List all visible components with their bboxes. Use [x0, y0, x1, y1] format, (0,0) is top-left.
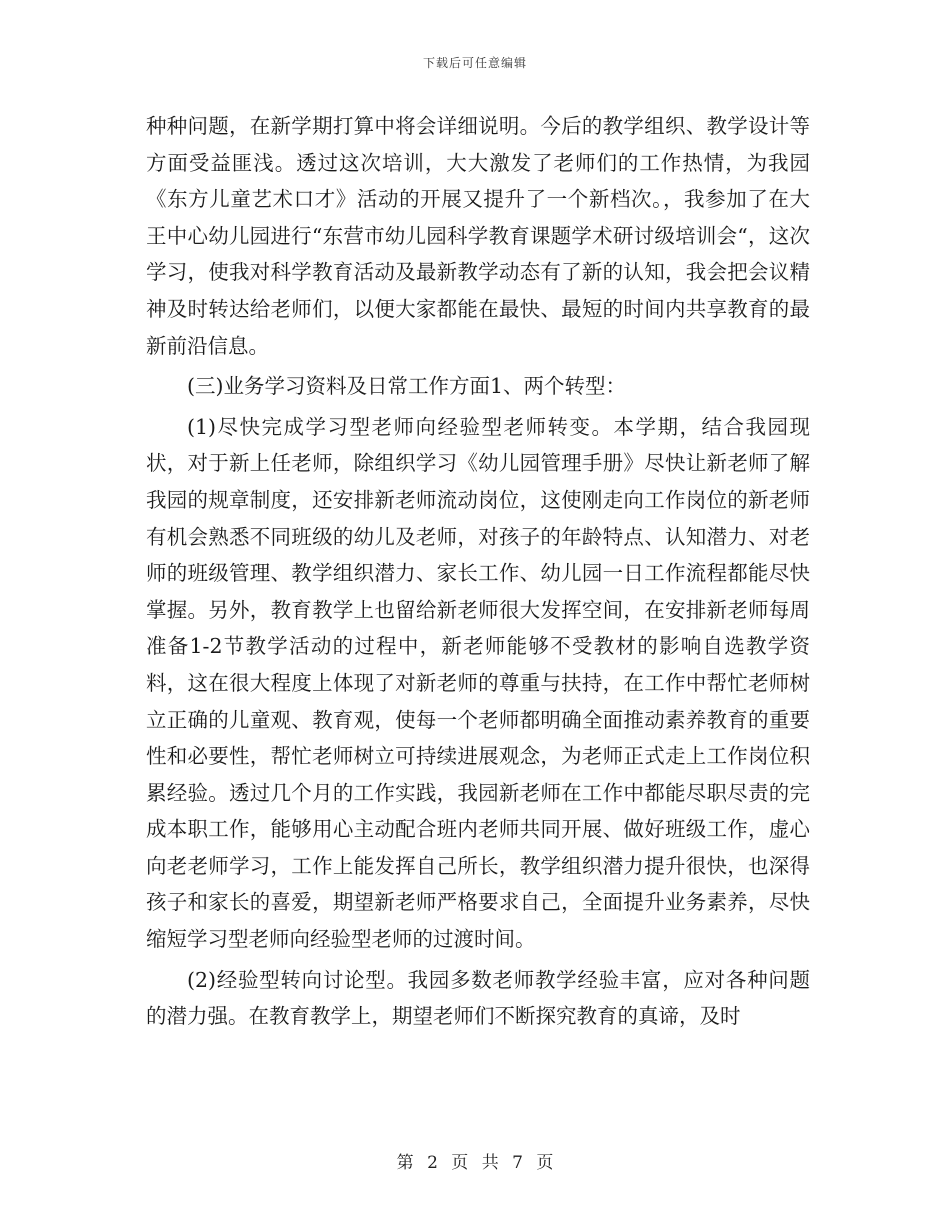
page-number-current: 2	[427, 1153, 438, 1173]
page-number-of: 共	[481, 1153, 499, 1173]
page-number-middle: 页	[451, 1153, 469, 1173]
page-footer	[0, 1148, 950, 1173]
page-number-prefix: 第	[396, 1153, 414, 1173]
paragraph-2: (三)业务学习资料及日常工作方面1、两个转型：	[187, 374, 627, 399]
paragraph-1: 种种问题，在新学期打算中将会详细说明。今后的教学组织、教学设计等方面受益匪浅。透过这次培训，大大激发了老师们的工作热情，为我园《东方儿童艺术口才》活动的开展又提升了一个新档次。，我参加了在大王中心幼儿园进行“东营市幼儿园科学教育课题学术研讨级培训会“，这次学习，使我对科学教育活动及最新教学动态有了新的认知，我会把会议精神及时转达给老师们，以便大家都能在最快、最短的时间内共享教育的最新前沿信息。	[146, 114, 810, 358]
page-number-suffix: 页	[536, 1153, 554, 1173]
paragraph-3: (1)尽快完成学习型老师向经验型老师转变。本学期，结合我园现状，对于新上任老师，除组织学习《幼儿园管理手册》尽快让新老师了解我园的规章制度，还安排新老师流动岗位，这使刚走向工作岗位的新老师有机会熟悉不同班级的幼儿及老师，对孩子的年龄特点、认知潜力、对老师的班级管理、教学组织潜力、家长工作、幼儿园一日工作流程都能尽快掌握。另外，教育教学上也留给新老师很大发挥空间，在安排新老师每周准备1-2节教学活动的过程中，新老师能够不受教材的影响自选教学资料，这在很大程度上体现了对新老师的尊重与扶持，在工作中帮忙老师树立正确的儿童观、教育观，使每一个老师都明确全面推动素养教育的重要性和必要性，帮忙老师树立可持续进展观念，为老师正式走上工作岗位积累经验。透过几个月的工作实践，我园新老师在工作中都能尽职尽责的完成本职工作，能够用心主动配合班内老师共同开展、做好班级工作，虚心向老老师学习，工作上能发挥自己所长，教学组织潜力提升很快，也深得孩子和家长的喜爱，期望新老师严格要求自己，全面提升业务素养，尽快缩短学习型老师向经验型老师的过渡时间。	[146, 414, 810, 952]
paragraph-4: (2)经验型转向讨论型。我园多数老师教学经验丰富，应对各种问题的潜力强。在教育教学上，期望老师们不断探究教育的真谛，及时	[146, 967, 810, 1029]
document-body	[146, 108, 810, 1039]
page-number-total: 7	[512, 1153, 523, 1173]
page-header: 下载后可任意编辑	[422, 56, 527, 70]
